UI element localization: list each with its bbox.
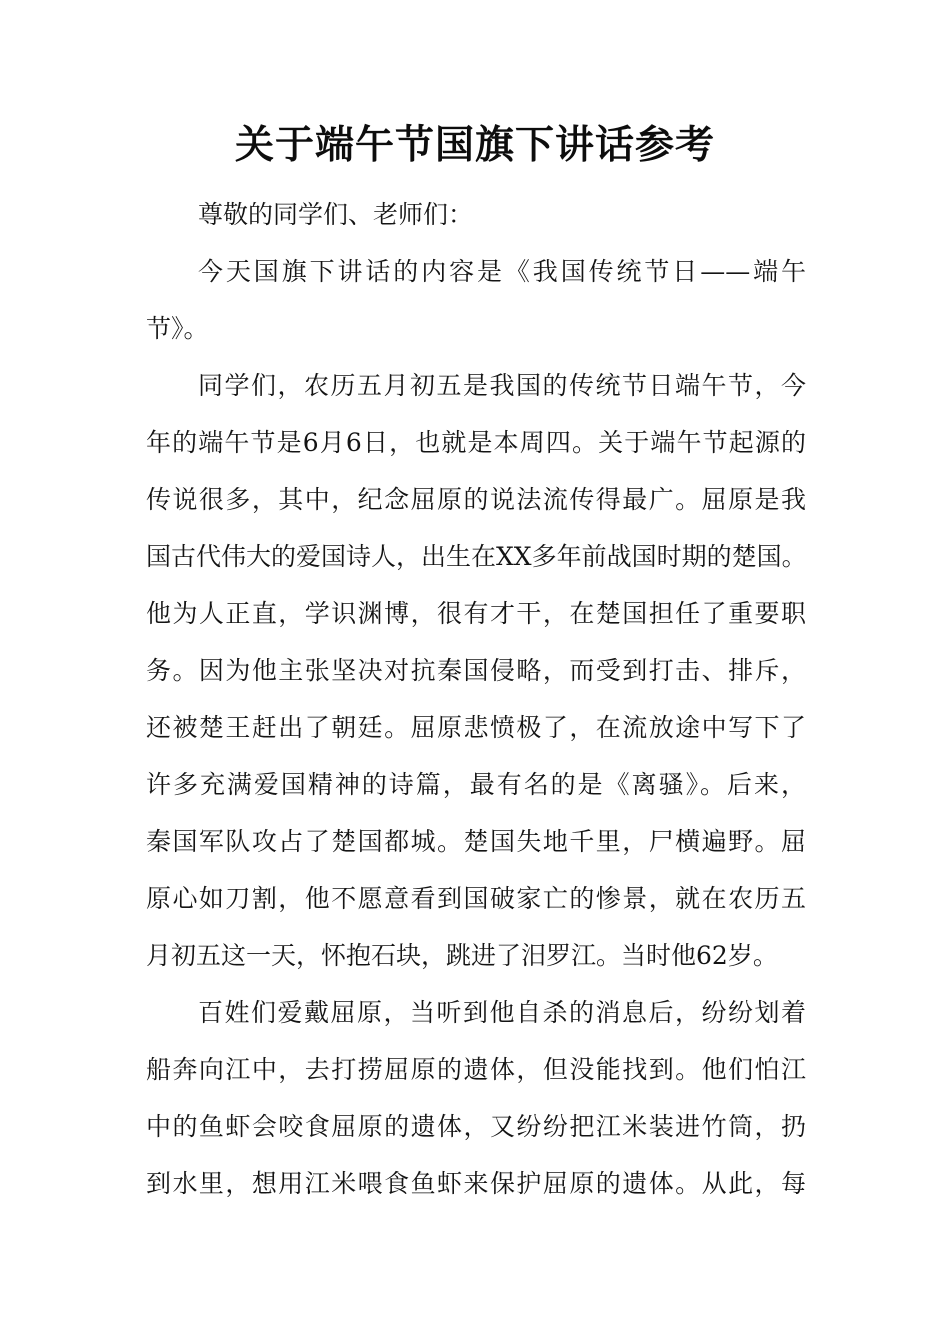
greeting-line: 尊敬的同学们、老师们： [198,200,474,229]
paragraph-line: 今天国旗下讲话的内容是《我国传统节日——端午 [198,257,806,286]
paragraph-line: 务。因为他主张坚决对抗秦国侵略，而受到打击、排斥， [146,656,806,685]
paragraph-line: 还被楚王赶出了朝廷。屈原悲愤极了，在流放途中写下了 [146,713,806,742]
paragraph-line: 传说很多，其中，纪念屈原的说法流传得最广。屈原是我 [146,485,806,514]
paragraph-line: 百姓们爱戴屈原，当听到他自杀的消息后，纷纷划着 [198,998,806,1027]
document-body [146,186,806,1212]
paragraph-line: 原心如刀割，他不愿意看到国破家亡的惨景，就在农历五 [146,884,806,913]
document-title: 关于端午节国旗下讲话参考 [234,122,715,168]
paragraph-line: 同学们，农历五月初五是我国的传统节日端午节，今 [198,371,806,400]
paragraph-line: 中的鱼虾会咬食屈原的遗体，又纷纷把江米装进竹筒，扔 [146,1112,806,1141]
paragraph-line: 国古代伟大的爱国诗人，出生在XX多年前战国时期的楚国。 [146,542,807,571]
paragraph-line: 秦国军队攻占了楚国都城。楚国失地千里，尸横遍野。屈 [146,827,806,856]
paragraph-line: 节》。 [146,314,209,343]
paragraph-line: 年的端午节是6月6日，也就是本周四。关于端午节起源的 [146,428,806,457]
paragraph-line: 许多充满爱国精神的诗篇，最有名的是《离骚》。后来， [146,770,806,799]
paragraph-line: 他为人正直，学识渊博，很有才干，在楚国担任了重要职 [146,599,806,628]
paragraph-line: 月初五这一天，怀抱石块，跳进了汨罗江。当时他62岁。 [146,941,778,970]
paragraph-line: 船奔向江中，去打捞屈原的遗体，但没能找到。他们怕江 [146,1055,806,1084]
paragraph-line: 到水里，想用江米喂食鱼虾来保护屈原的遗体。从此，每 [146,1169,806,1198]
